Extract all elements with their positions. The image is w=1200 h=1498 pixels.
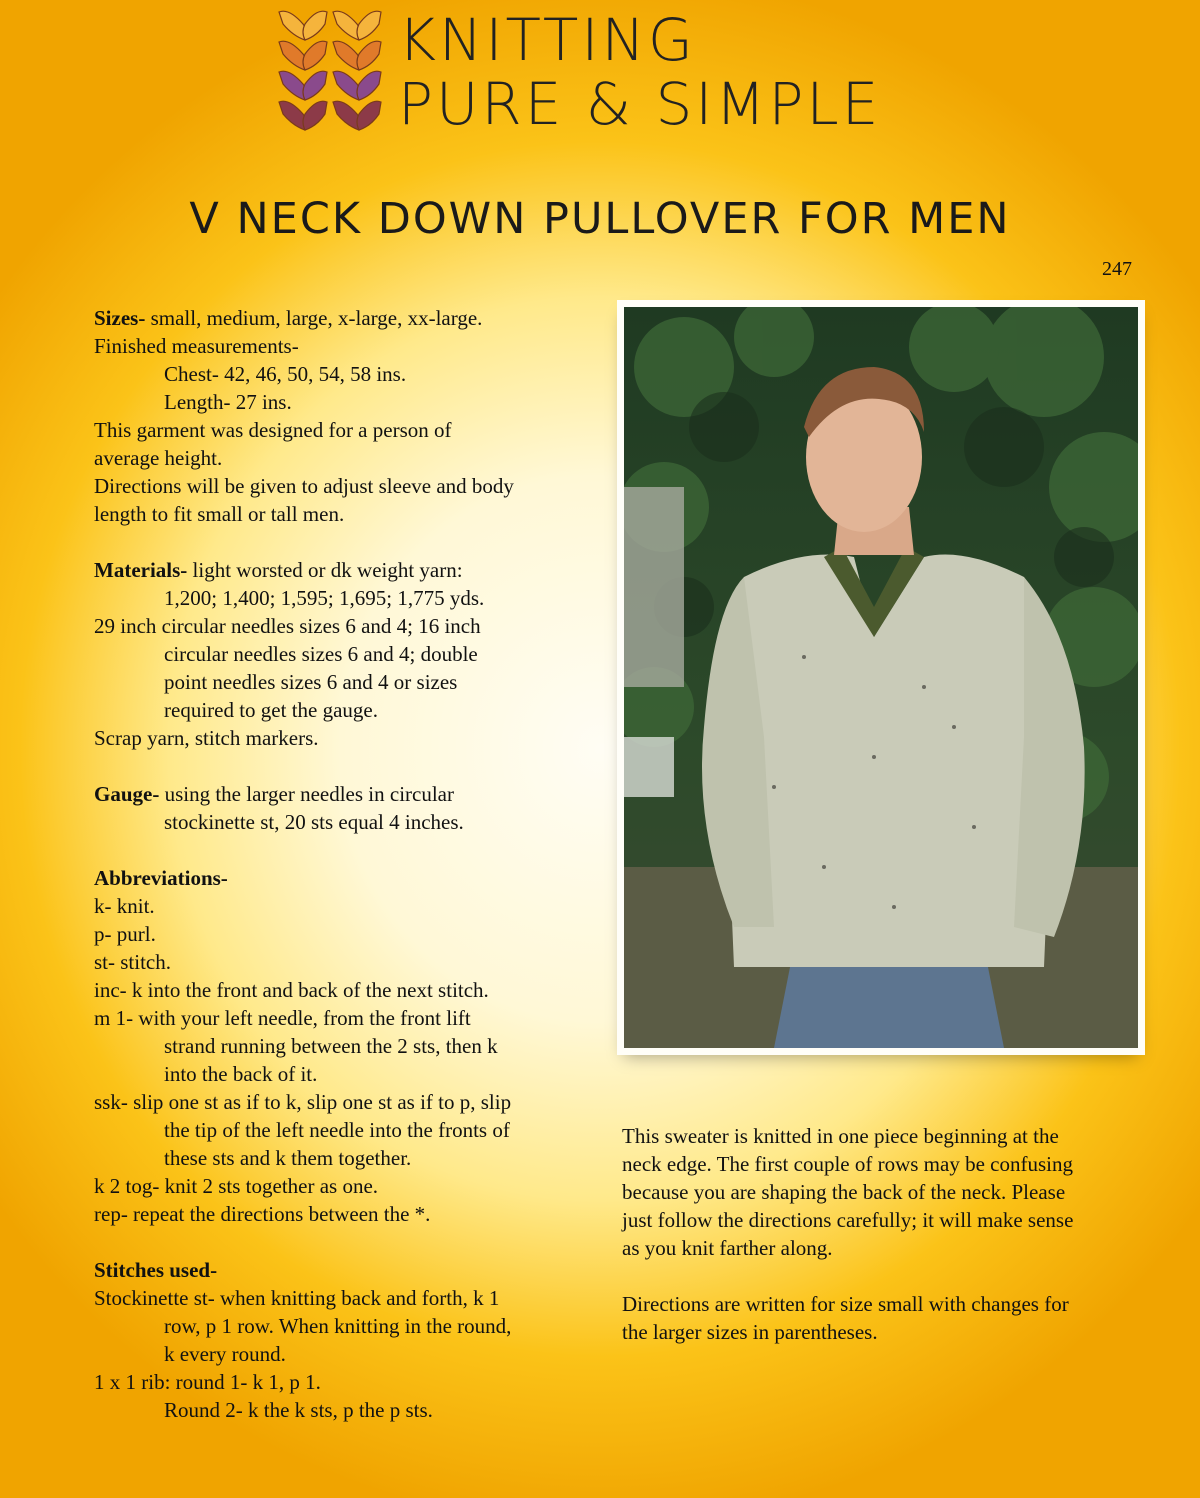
- stitch-item: 1 x 1 rib: round 1- k 1, p 1.: [94, 1370, 321, 1394]
- gauge-line: Gauge- using the larger needles in circular: [94, 782, 454, 806]
- abbrev-item: k- knit.: [94, 894, 155, 918]
- model-photo-illustration: [624, 307, 1138, 1048]
- abbreviations-heading: Abbreviations-: [94, 866, 228, 890]
- intro-line: because you are shaping the back of the neck. Please: [622, 1180, 1066, 1204]
- abbrev-item: st- stitch.: [94, 950, 171, 974]
- materials-label: Materials-: [94, 558, 188, 582]
- design-note: This garment was designed for a person of: [94, 418, 452, 442]
- gauge-detail: stockinette st, 20 sts equal 4 inches.: [164, 810, 464, 834]
- needles-line: 29 inch circular needles sizes 6 and 4; 16 inch: [94, 614, 481, 638]
- stitch-item: row, p 1 row. When knitting in the round,: [164, 1314, 512, 1338]
- intro-line: as you knit farther along.: [622, 1236, 833, 1260]
- needles-line: point needles sizes 6 and 4 or sizes: [164, 670, 458, 694]
- page-number: 247: [1102, 258, 1132, 280]
- knit-stitch-logo-icon: [275, 6, 385, 136]
- chest-measurements: Chest- 42, 46, 50, 54, 58 ins.: [164, 362, 407, 386]
- pattern-intro: [622, 1122, 1152, 1346]
- finished-measurements: Finished measurements-: [94, 334, 299, 358]
- abbrev-item: rep- repeat the directions between the *.: [94, 1202, 431, 1226]
- abbrev-item: inc- k into the front and back of the next stitch.: [94, 978, 489, 1002]
- design-note: length to fit small or tall men.: [94, 502, 345, 526]
- materials-line: Materials- light worsted or dk weight yarn:: [94, 558, 463, 582]
- intro-line: This sweater is knitted in one piece beginning at the: [622, 1124, 1059, 1148]
- sizes-line: Sizes- small, medium, large, x-large, xx-large.: [94, 306, 483, 330]
- intro-line: neck edge. The first couple of rows may be confusing: [622, 1152, 1073, 1176]
- brand-line-2: PURE & SIMPLE: [398, 70, 882, 138]
- abbrev-item: m 1- with your left needle, from the front lift: [94, 1006, 471, 1030]
- needles-line: required to get the gauge.: [164, 698, 378, 722]
- brand-line-1: KNITTING: [398, 6, 696, 74]
- abbrev-item: these sts and k them together.: [164, 1146, 412, 1170]
- pattern-details: [94, 304, 594, 1424]
- brand-title: [398, 8, 881, 136]
- stitch-item: Stockinette st- when knitting back and forth, k 1: [94, 1286, 500, 1310]
- pattern-title: V NECK DOWN PULLOVER FOR MEN: [189, 194, 1011, 244]
- gauge-label: Gauge-: [94, 782, 160, 806]
- stitches-heading: Stitches used-: [94, 1258, 218, 1282]
- length-measurement: Length- 27 ins.: [164, 390, 292, 414]
- stitch-item: Round 2- k the k sts, p the p sts.: [164, 1398, 433, 1422]
- sizes-note-line: Directions are written for size small with changes for: [622, 1292, 1069, 1316]
- abbrev-item: k 2 tog- knit 2 sts together as one.: [94, 1174, 379, 1198]
- abbrev-item: the tip of the left needle into the fronts of: [164, 1118, 510, 1142]
- scrap-yarn: Scrap yarn, stitch markers.: [94, 726, 319, 750]
- sizes-label: Sizes-: [94, 306, 146, 330]
- abbrev-item: ssk- slip one st as if to k, slip one st as if to p, slip: [94, 1090, 512, 1114]
- design-note: average height.: [94, 446, 223, 470]
- stitch-item: k every round.: [164, 1342, 286, 1366]
- abbrev-item: p- purl.: [94, 922, 156, 946]
- yarn-yardage: 1,200; 1,400; 1,595; 1,695; 1,775 yds.: [164, 586, 485, 610]
- model-photo: [624, 307, 1138, 1048]
- intro-line: just follow the directions carefully; it will make sense: [622, 1208, 1074, 1232]
- needles-line: circular needles sizes 6 and 4; double: [164, 642, 478, 666]
- abbrev-item: into the back of it.: [164, 1062, 318, 1086]
- sizes-note-line: the larger sizes in parentheses.: [622, 1320, 878, 1344]
- design-note: Directions will be given to adjust sleeve and body: [94, 474, 514, 498]
- abbrev-item: strand running between the 2 sts, then k: [164, 1034, 498, 1058]
